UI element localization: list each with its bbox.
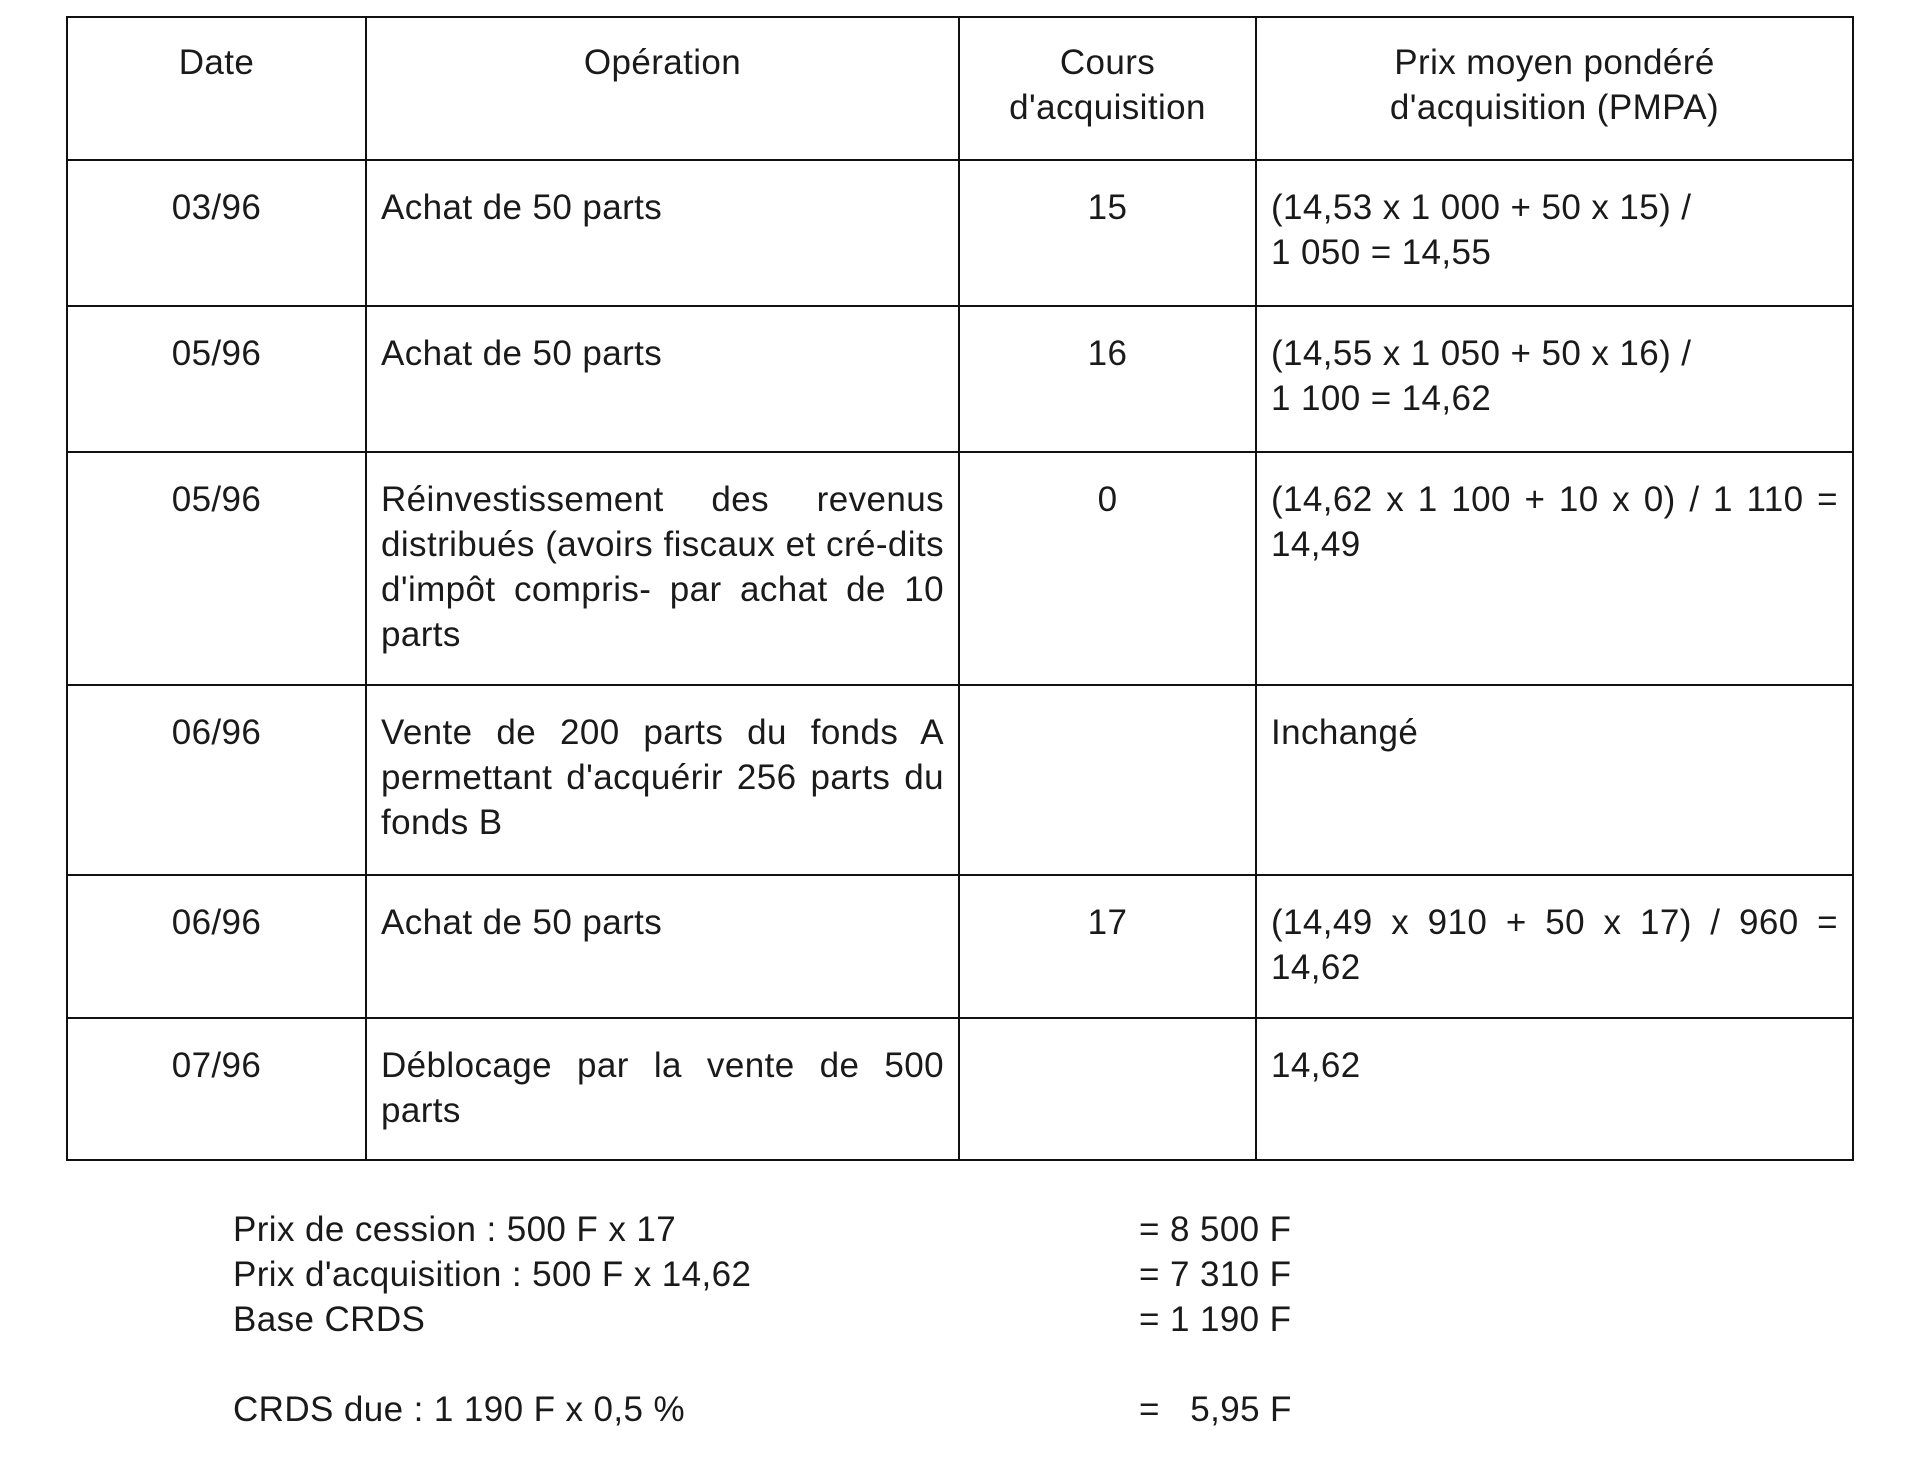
- summary-row-crds-due: [233, 1387, 1292, 1432]
- cell-date: 03/96: [67, 160, 366, 306]
- pmpa-table: [66, 16, 1854, 1161]
- cell-operation: Réinvestissement des revenus distribués (avoirs fiscaux et cré-dits d'impôt compris- par achat de 10 parts: [366, 452, 959, 685]
- cell-pmpa-line2: 1 100 = 14,62: [1271, 379, 1492, 418]
- cell-pmpa: (14,49 x 910 + 50 x 17) / 960 = 14,62: [1256, 875, 1853, 1018]
- header-pmpa-line2: d'acquisition (PMPA): [1389, 88, 1720, 127]
- cell-pmpa: [1256, 306, 1853, 452]
- table-row: [67, 875, 1853, 1018]
- summary-row-prix-acquisition: [233, 1252, 1292, 1297]
- cell-date: 07/96: [67, 1018, 366, 1160]
- header-pmpa: [1256, 17, 1853, 160]
- cell-cours: 0: [959, 452, 1256, 685]
- header-cours-line1: Cours: [1059, 43, 1156, 82]
- cell-date: 06/96: [67, 875, 366, 1018]
- table-header-row: [67, 17, 1853, 160]
- cell-cours: 17: [959, 875, 1256, 1018]
- summary-label: Prix de cession : 500 F x 17: [233, 1210, 677, 1249]
- cell-operation: Achat de 50 parts: [366, 306, 959, 452]
- cell-date: 05/96: [67, 306, 366, 452]
- table-row: [67, 1018, 1853, 1160]
- cell-cours: 16: [959, 306, 1256, 452]
- summary-label: Prix d'acquisition : 500 F x 14,62: [233, 1255, 752, 1294]
- cell-pmpa-line1: (14,53 x 1 000 + 50 x 15) /: [1271, 188, 1692, 227]
- table-row: [67, 160, 1853, 306]
- cell-cours: [959, 1018, 1256, 1160]
- cell-date: 06/96: [67, 685, 366, 875]
- summary-row-base-crds: [233, 1297, 1292, 1342]
- cell-pmpa: (14,62 x 1 100 + 10 x 0) / 1 110 = 14,49: [1256, 452, 1853, 685]
- table-row: [67, 306, 1853, 452]
- cell-operation: Vente de 200 parts du fonds A permettant d'acquérir 256 parts du fonds B: [366, 685, 959, 875]
- cell-pmpa: Inchangé: [1256, 685, 1853, 875]
- cell-cours: [959, 685, 1256, 875]
- header-operation: Opération: [366, 17, 959, 160]
- summary-value: = 1 190 F: [1139, 1300, 1292, 1339]
- cell-operation: Achat de 50 parts: [366, 160, 959, 306]
- summary-row-prix-cession: [233, 1207, 1292, 1252]
- summary-value: = 7 310 F: [1139, 1255, 1292, 1294]
- crds-summary: [233, 1207, 1292, 1432]
- table-row: [67, 685, 1853, 875]
- cell-date: 05/96: [67, 452, 366, 685]
- header-cours-line2: d'acquisition: [1009, 88, 1206, 127]
- cell-pmpa: 14,62: [1256, 1018, 1853, 1160]
- summary-value: = 5,95 F: [1139, 1390, 1292, 1429]
- cell-operation: Déblocage par la vente de 500 parts: [366, 1018, 959, 1160]
- cell-pmpa-line2: 1 050 = 14,55: [1271, 233, 1492, 272]
- cell-operation: Achat de 50 parts: [366, 875, 959, 1018]
- summary-value: = 8 500 F: [1139, 1210, 1292, 1249]
- header-pmpa-line1: Prix moyen pondéré: [1394, 43, 1715, 82]
- cell-pmpa-line1: (14,55 x 1 050 + 50 x 16) /: [1271, 334, 1692, 373]
- cell-cours: 15: [959, 160, 1256, 306]
- cell-pmpa: [1256, 160, 1853, 306]
- header-date: Date: [67, 17, 366, 160]
- table-row: [67, 452, 1853, 685]
- summary-label: Base CRDS: [233, 1300, 426, 1339]
- header-cours: [959, 17, 1256, 160]
- summary-label: CRDS due : 1 190 F x 0,5 %: [233, 1390, 686, 1429]
